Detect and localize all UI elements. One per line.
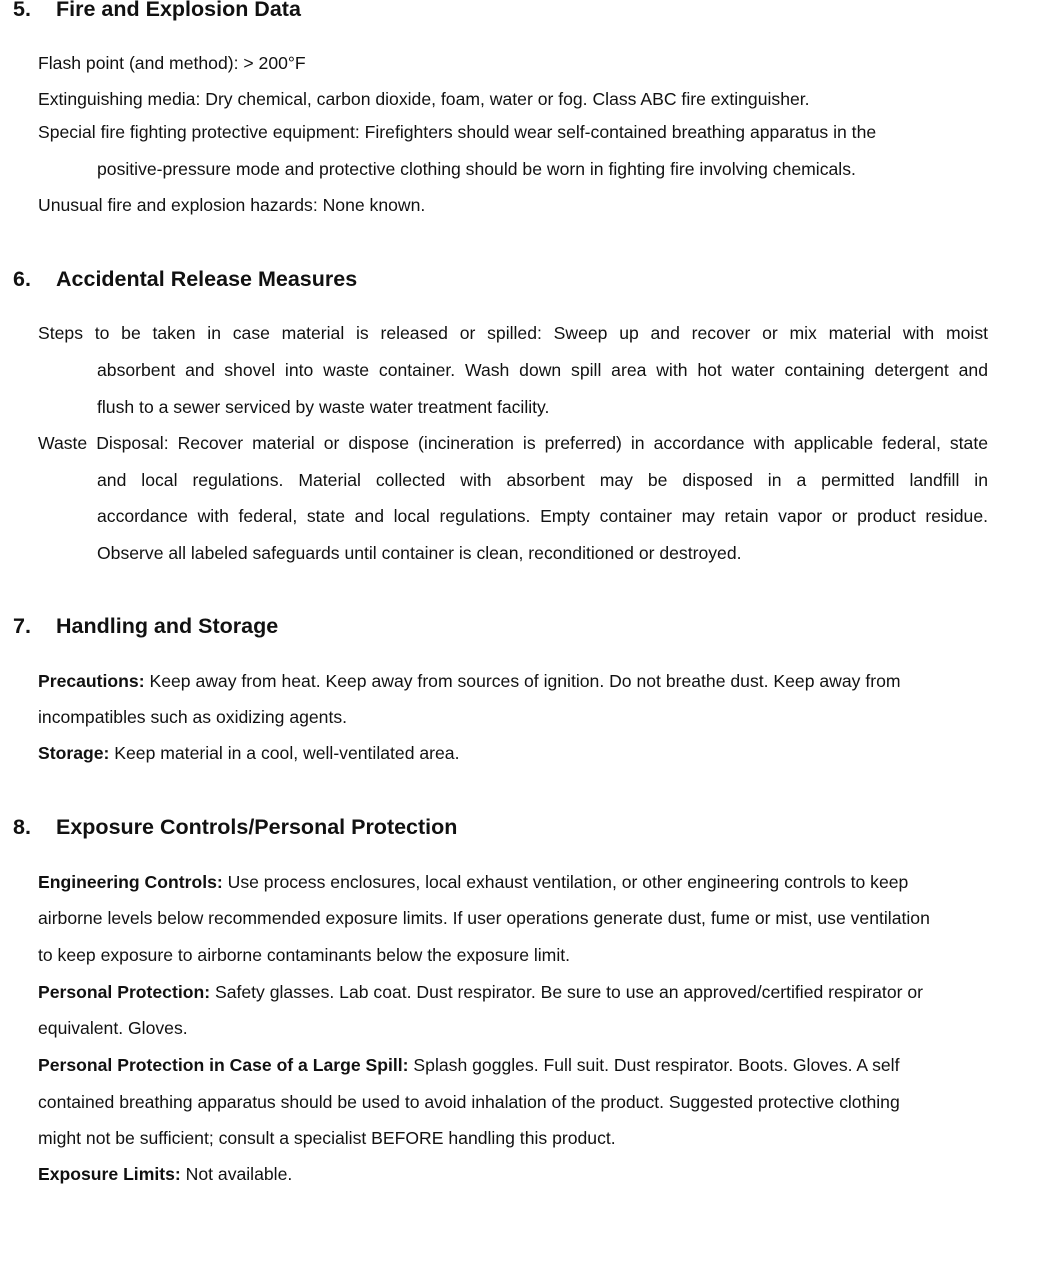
large-spill-label: Personal Protection in Case of a Large Spill:: [38, 1055, 409, 1075]
large-spill-line-cont: might not be sufficient; consult a specialist BEFORE handling this product.: [38, 1128, 616, 1148]
section-number: 7.: [13, 614, 31, 638]
exposure-limits-text: Not available.: [180, 1164, 293, 1184]
section-number: 5.: [13, 0, 31, 21]
special-equipment-line: Special fire fighting protective equipment: Firefighters should wear self-contained breathing apparatus in the: [38, 122, 877, 142]
storage-text: Keep material in a cool, well-ventilated area.: [109, 743, 460, 763]
large-spill-line-cont: contained breathing apparatus should be used to avoid inhalation of the product. Suggested protective clothing: [38, 1092, 900, 1112]
extinguishing-media-line: Extinguishing media: Dry chemical, carbon dioxide, foam, water or fog. Class ABC fire extinguisher.: [38, 89, 810, 109]
personal-protection-line-cont: equivalent. Gloves.: [38, 1018, 188, 1038]
engineering-controls-line-cont: to keep exposure to airborne contaminants below the exposure limit.: [38, 945, 571, 965]
precautions-line-cont: incompatibles such as oxidizing agents.: [38, 707, 348, 727]
section-7-heading: [13, 613, 278, 639]
precautions-line: [38, 670, 901, 692]
release-steps-line-cont: flush to a sewer serviced by waste water treatment facility.: [97, 397, 550, 417]
storage-line: [38, 742, 459, 764]
large-spill-line: [38, 1054, 899, 1076]
section-number: 8.: [13, 815, 31, 839]
engineering-controls-text: Use process enclosures, local exhaust ventilation, or other engineering controls to keep: [222, 872, 909, 892]
section-title: Fire and Explosion Data: [56, 0, 301, 21]
exposure-limits-label: Exposure Limits:: [38, 1164, 181, 1184]
section-6-heading: [13, 266, 357, 292]
section-title: Accidental Release Measures: [56, 267, 358, 291]
flash-point-line: Flash point (and method): > 200°F: [38, 53, 306, 73]
section-title: Exposure Controls/Personal Protection: [56, 815, 458, 839]
engineering-controls-line: [38, 871, 908, 893]
personal-protection-label: Personal Protection:: [38, 982, 211, 1002]
large-spill-text: Splash goggles. Full suit. Dust respirator. Boots. Gloves. A self: [408, 1055, 900, 1075]
release-steps-line-cont: absorbent and shovel into waste container. Wash down spill area with hot water containing detergent and: [97, 360, 988, 380]
section-number: 6.: [13, 267, 31, 291]
section-8-heading: [13, 814, 457, 840]
personal-protection-line: [38, 981, 923, 1003]
precautions-text: Keep away from heat. Keep away from sources of ignition. Do not breathe dust. Keep away from: [144, 671, 901, 691]
engineering-controls-line-cont: airborne levels below recommended exposure limits. If user operations generate dust, fume or mist, use ventilation: [38, 908, 930, 928]
section-5-heading: [13, 0, 301, 22]
waste-disposal-line-cont: Observe all labeled safeguards until container is clean, reconditioned or destroyed.: [97, 543, 742, 563]
storage-label: Storage:: [38, 743, 110, 763]
section-title: Handling and Storage: [56, 614, 279, 638]
personal-protection-text: Safety glasses. Lab coat. Dust respirator. Be sure to use an approved/certified respirator or: [210, 982, 923, 1002]
waste-disposal-line-cont: accordance with federal, state and local regulations. Empty container may retain vapor or product residue.: [97, 506, 988, 526]
engineering-controls-label: Engineering Controls:: [38, 872, 223, 892]
exposure-limits-line: [38, 1163, 292, 1185]
unusual-hazards-line: Unusual fire and explosion hazards: None known.: [38, 195, 426, 215]
special-equipment-line-cont: positive-pressure mode and protective clothing should be worn in fighting fire involving chemicals.: [97, 159, 856, 179]
precautions-label: Precautions:: [38, 671, 145, 691]
waste-disposal-line: Waste Disposal: Recover material or dispose (incineration is preferred) in accordance with applicable federal, state: [38, 433, 988, 453]
waste-disposal-line-cont: and local regulations. Material collected with absorbent may be disposed in a permitted landfill in: [97, 470, 988, 490]
release-steps-line: Steps to be taken in case material is released or spilled: Sweep up and recover or mix material with moist: [38, 323, 988, 343]
